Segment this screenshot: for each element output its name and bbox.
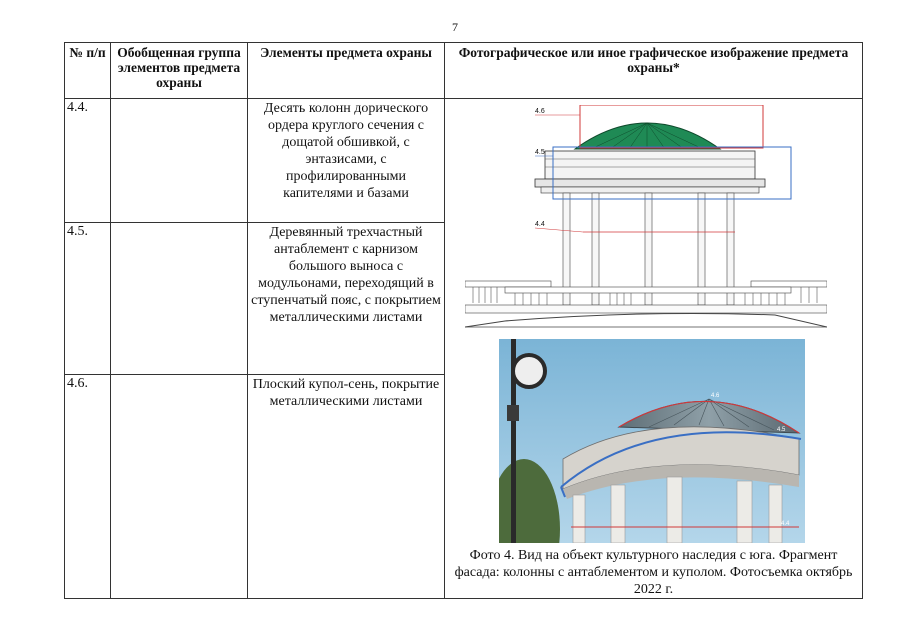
row-group <box>111 223 248 375</box>
protection-table <box>64 42 863 599</box>
photo-label-4-6: 4.6 <box>711 393 720 399</box>
header-group: Обобщенная группа элементов предмета охраны <box>111 43 248 99</box>
row-num: 4.5. <box>65 223 111 375</box>
row-num: 4.4. <box>65 99 111 223</box>
row-group <box>111 375 248 599</box>
photo-label-4-4: 4.4 <box>781 521 790 527</box>
row-element: Деревянный трехчастный антаблемент с карнизом большого выноса с модульонами, переходящий в ступенчатый пояс, с покрытием металлическими листами <box>248 223 445 375</box>
row-group <box>111 99 248 223</box>
photo-label-4-5: 4.5 <box>777 427 786 433</box>
header-image: Фотографическое или иное графическое изображение предмета охраны* <box>445 43 863 99</box>
row-element: Плоский купол-сень, покрытие металлическими листами <box>248 375 445 599</box>
photo-caption: Фото 4. Вид на объект культурного наследия с юга. Фрагмент фасада: колонны с антаблементом и куполом. Фотосъемка октябрь 2022 г. <box>454 548 853 597</box>
facade-drawing <box>465 105 827 329</box>
header-num: № п/п <box>65 43 111 99</box>
image-cell <box>445 99 863 599</box>
header-elements: Элементы предмета охраны <box>248 43 445 99</box>
table-header-row <box>65 43 863 99</box>
page-number: 7 <box>452 20 458 34</box>
table-row <box>65 99 863 223</box>
row-element: Десять колонн дорического ордера круглого сечения с дощатой обшивкой, с энтазисами, с профилированными капителями и базами <box>248 99 445 223</box>
drawing-label-4-4: 4.4 <box>535 221 545 228</box>
dome-shape <box>575 123 720 149</box>
rotunda-photo <box>499 339 805 543</box>
row-num: 4.6. <box>65 375 111 599</box>
drawing-label-4-6: 4.6 <box>535 108 545 115</box>
drawing-label-4-5: 4.5 <box>535 149 545 156</box>
